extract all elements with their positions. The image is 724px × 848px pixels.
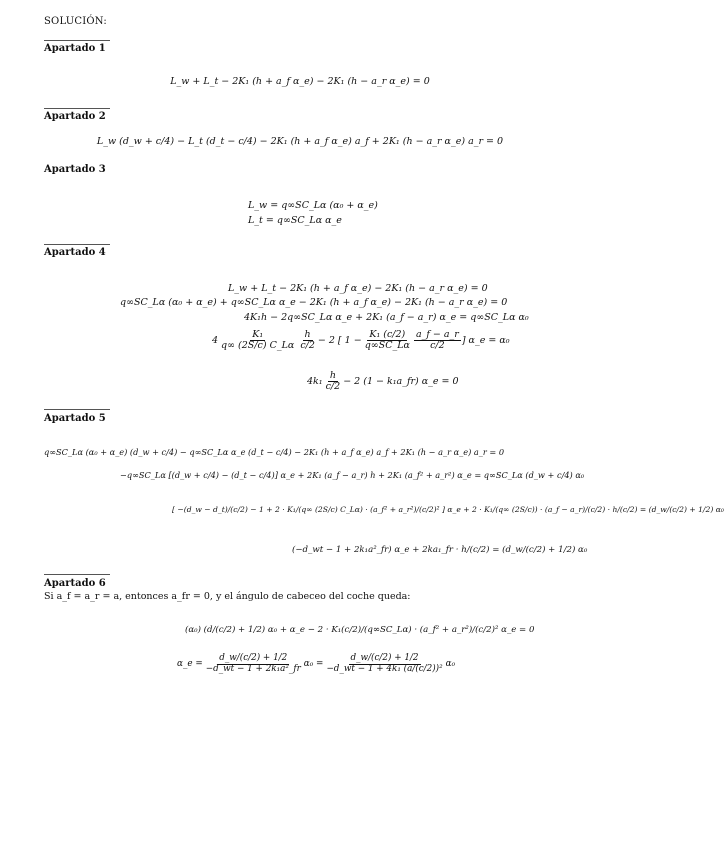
eq4-inner2-fraction bbox=[414, 330, 461, 352]
equation-5-1: q∞SC_Lα (α₀ + α_e) (d_w + c/4) − q∞SC_Lα α_e (d_t − c/4) − 2K₁ (h + a_f α_e) a_f + 2K₁ (h − a_r α_e) a_r = 0 bbox=[44, 447, 505, 457]
eq6-lhs: α_e = bbox=[177, 659, 203, 670]
eq6-mid: α₀ = bbox=[303, 659, 324, 670]
equation-4-4 bbox=[212, 330, 510, 352]
section-rule bbox=[44, 108, 110, 109]
section-rule bbox=[44, 409, 110, 410]
eq4-bracket-close: ] α_e = α₀ bbox=[461, 335, 510, 347]
eq4-bracket-open: − 2 [ 1 − bbox=[317, 335, 362, 347]
eq5-h: h bbox=[329, 370, 336, 381]
eq4-inner2-num: a_f − a_r bbox=[415, 329, 459, 340]
eq6-num-2: d_w/(c/2) + 1/2 bbox=[350, 653, 419, 663]
equation-4-3: 4K₁h − 2q∞SC_Lα α_e + 2K₁ (a_f − a_r) α_e = q∞SC_Lα α₀ bbox=[244, 312, 529, 323]
section-title-2: Apartado 2 bbox=[44, 111, 106, 122]
equation-5-4: (−d_wt − 1 + 2k₁a²_fr) α_e + 2ka₁_fr · h/(c/2) = (d_w/(c/2) + 1/2) α₀ bbox=[292, 545, 588, 555]
equation-4-5 bbox=[307, 371, 459, 393]
eq5-c2: c/2 bbox=[325, 381, 341, 393]
eq6-num-1: d_w/(c/2) + 1/2 bbox=[219, 653, 288, 663]
section-title-3: Apartado 3 bbox=[44, 164, 106, 175]
equation-5-2: −q∞SC_Lα [(d_w + c/4) − (d_t − c/4)] α_e + 2K₁ (a_f − a_r) h + 2K₁ (a_f² + a_r²) α_e = q∞SC_Lα (d_w + c/4) α₀ bbox=[120, 470, 585, 480]
section-title-6: Apartado 6 bbox=[44, 578, 106, 589]
equation-2-1: L_w (d_w + c/4) − L_t (d_t − c/4) − 2K₁ (h + a_f α_e) a_f + 2K₁ (h − a_r α_e) a_r = 0 bbox=[96, 136, 504, 147]
section-rule bbox=[44, 40, 110, 41]
eq6-den-1: −d_wt − 1 + 2k₁a²_fr bbox=[205, 663, 301, 674]
section-title-4: Apartado 4 bbox=[44, 247, 106, 258]
eq4-inner-num: K₁ (c/2) bbox=[369, 329, 406, 340]
eq6-den-2: −d_wt − 1 + 4k₁ (a/(c/2))² bbox=[326, 663, 443, 674]
eq4-inner-fraction bbox=[363, 330, 412, 352]
section-6-text: Si a_f = a_r = a, entonces a_fr = 0, y el ángulo de cabeceo del coche queda: bbox=[44, 591, 411, 602]
eq4-c2: c/2 bbox=[300, 340, 315, 352]
eq6-fraction-1 bbox=[204, 654, 303, 674]
equation-3-2: L_t = q∞SC_Lα α_e bbox=[248, 215, 342, 226]
eq5-coefficient: 4k₁ bbox=[307, 376, 323, 388]
eq4-h: h bbox=[304, 329, 311, 340]
section-rule bbox=[44, 574, 110, 575]
section-title-5: Apartado 5 bbox=[44, 413, 106, 424]
equation-6-2 bbox=[177, 654, 455, 674]
solution-header: SOLUCIÓN: bbox=[44, 16, 107, 27]
eq4-fraction-k bbox=[219, 330, 296, 352]
eq4-kden: q∞ (2S/c) C_Lα bbox=[221, 340, 295, 352]
eq6-end: α₀ bbox=[445, 659, 456, 670]
eq4-inner-den: q∞SC_Lα bbox=[364, 340, 410, 352]
section-title-1: Apartado 1 bbox=[44, 43, 106, 54]
eq4-k: K₁ bbox=[252, 329, 264, 340]
equation-1-1: L_w + L_t − 2K₁ (h + a_f α_e) − 2K₁ (h − a_r α_e) = 0 bbox=[170, 76, 430, 87]
eq4-coefficient: 4 bbox=[212, 335, 219, 347]
section-rule bbox=[44, 244, 110, 245]
eq5-rest: − 2 (1 − k₁a_fr) α_e = 0 bbox=[343, 376, 459, 388]
eq6-fraction-2 bbox=[324, 654, 444, 674]
equation-3-1: L_w = q∞SC_Lα (α₀ + α_e) bbox=[248, 200, 378, 211]
equation-6-1: (α₀) (d/(c/2) + 1/2) α₀ + α_e − 2 · K₁(c/2)/(q∞SC_Lα) · (a_f² + a_r²)/(c/2)² α_e = 0 bbox=[185, 625, 535, 635]
eq4-inner2-den: c/2 bbox=[430, 340, 445, 352]
equation-4-2: q∞SC_Lα (α₀ + α_e) + q∞SC_Lα α_e − 2K₁ (h + a_f α_e) − 2K₁ (h − a_r α_e) = 0 bbox=[120, 297, 508, 308]
eq5-fraction-h bbox=[324, 371, 343, 393]
equation-4-1: L_w + L_t − 2K₁ (h + a_f α_e) − 2K₁ (h − a_r α_e) = 0 bbox=[228, 283, 488, 294]
equation-5-3: [ −(d_w − d_t)/(c/2) − 1 + 2 · K₁/(q∞ (2S/c) C_Lα) · (a_f² + a_r²)/(c/2)² ] α_e + 2 · K₁/(q∞ (2S/c)) · (a_f − a_r)/(c/2) · h/(c/2) = (d_w/(c/2) + 1/2) α₀ bbox=[172, 505, 724, 514]
eq4-fraction-h bbox=[298, 330, 317, 352]
